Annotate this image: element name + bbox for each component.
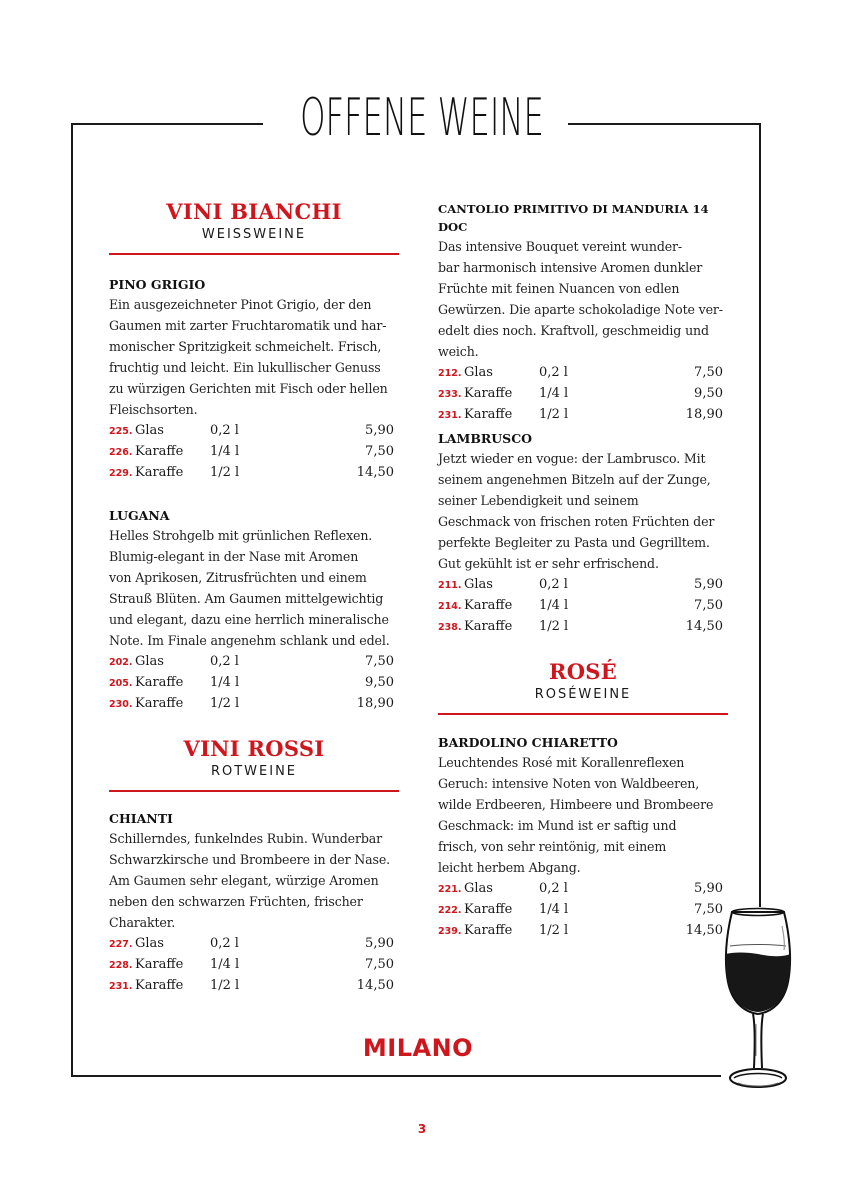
price: 9,50 [365, 675, 394, 690]
section-subtitle-bianchi: WEISSWEINE [201, 227, 307, 242]
price: 14,50 [685, 619, 723, 634]
item-number: 222. [438, 905, 462, 916]
serving-type: Glas [135, 423, 164, 438]
price-row [438, 920, 728, 941]
wine-item-lambrusco [438, 430, 728, 637]
serving-type: Karaffe [135, 978, 184, 993]
serving-type: Karaffe [464, 902, 513, 917]
wine-item-bardolino [438, 734, 728, 941]
serving-volume: 1/2 l [539, 407, 569, 422]
section-title-bianchi: VINI BIANCHI [166, 199, 342, 224]
wine-description: Helles Strohgelb mit grünlichen Reflexen. Blumig-elegant in der Nase mit Aromen von Aprikosen, Zitrusfrüchten und einem Strauß Blüten. Am Gaumen mittelgewichtig und elegant, dazu eine herrlich mineralische Note. Im Finale angenehm schlank und edel. [109, 528, 390, 648]
serving-type: Glas [464, 365, 493, 380]
price: 14,50 [356, 465, 394, 480]
serving-volume: 1/2 l [539, 619, 569, 634]
price: 18,90 [356, 696, 394, 711]
section-rule [109, 790, 399, 792]
price: 7,50 [365, 444, 394, 459]
item-number: 229. [109, 468, 133, 479]
wine-item-lugana [109, 507, 399, 714]
item-number: 202. [109, 657, 133, 668]
serving-type: Karaffe [135, 675, 184, 690]
item-number: 205. [109, 678, 133, 689]
item-number: 239. [438, 926, 462, 937]
frame-left [71, 123, 73, 1076]
serving-volume: 1/4 l [210, 444, 240, 459]
serving-type: Glas [135, 654, 164, 669]
wine-description: Das intensive Bouquet vereint wunder- bar harmonisch intensive Aromen dunkler Früchte mit feinen Nuancen von edlen Gewürzen. Die aparte schokoladige Note ver- edelt dies noch. Kraftvoll, geschmeidig und weich. [438, 239, 723, 359]
item-number: 225. [109, 426, 133, 437]
price-row [438, 616, 728, 637]
serving-volume: 0,2 l [539, 577, 568, 592]
page-number: 3 [417, 1122, 427, 1136]
price-row [109, 420, 399, 441]
price-row [438, 404, 728, 425]
item-number: 212. [438, 368, 462, 379]
serving-volume: 1/4 l [539, 902, 569, 917]
serving-volume: 0,2 l [210, 423, 239, 438]
price: 7,50 [365, 957, 394, 972]
wine-name: CANTOLIO PRIMITIVO DI MANDURIA 14 DOC [438, 202, 709, 234]
price: 5,90 [365, 936, 394, 951]
serving-type: Karaffe [464, 619, 513, 634]
price-row [109, 441, 399, 462]
serving-type: Karaffe [135, 957, 184, 972]
price-row [109, 954, 399, 975]
item-number: 233. [438, 389, 462, 400]
left-column [109, 200, 399, 1000]
wine-name: LAMBRUSCO [438, 431, 533, 446]
item-number: 211. [438, 580, 462, 591]
page-title: OFFENE WEINE [300, 88, 544, 148]
wine-item-chianti [109, 810, 399, 996]
price-row [109, 933, 399, 954]
serving-type: Glas [464, 881, 493, 896]
wine-name: LUGANA [109, 508, 170, 523]
serving-type: Karaffe [135, 696, 184, 711]
section-title-rose: ROSÉ [548, 659, 618, 684]
section-title-rossi: VINI ROSSI [183, 736, 325, 761]
item-number: 226. [109, 447, 133, 458]
serving-type: Glas [464, 577, 493, 592]
right-column [438, 200, 728, 960]
serving-volume: 1/2 l [210, 465, 240, 480]
serving-volume: 1/2 l [539, 923, 569, 938]
serving-volume: 1/2 l [210, 696, 240, 711]
section-rule [438, 713, 728, 715]
wine-item-primitivo [438, 200, 728, 425]
price: 7,50 [694, 902, 723, 917]
wine-description: Jetzt wieder en vogue: der Lambrusco. Mit seinem angenehmen Bitzeln auf der Zunge, seiner Lebendigkeit und seinem Geschmack von frischen roten Früchten der perfekte Begleiter zu Pasta und Gegrilltem. Gut gekühlt ist er sehr erfrischend. [438, 451, 715, 571]
wine-description: Schillerndes, funkelndes Rubin. Wunderbar Schwarzkirsche und Brombeere in der Nase. Am Gaumen sehr elegant, würzige Aromen neben den schwarzen Früchten, frischer Charakter. [109, 831, 391, 930]
item-number: 221. [438, 884, 462, 895]
price-row [438, 899, 728, 920]
item-number: 228. [109, 960, 133, 971]
price-row [438, 574, 728, 595]
serving-type: Karaffe [135, 465, 184, 480]
serving-volume: 1/4 l [210, 675, 240, 690]
serving-volume: 0,2 l [539, 365, 568, 380]
price: 7,50 [694, 598, 723, 613]
section-header-rossi [109, 737, 399, 792]
wine-name: CHIANTI [109, 811, 173, 826]
price: 14,50 [685, 923, 723, 938]
price: 9,50 [694, 386, 723, 401]
serving-volume: 1/4 l [210, 957, 240, 972]
serving-volume: 0,2 l [210, 936, 239, 951]
wine-name: BARDOLINO CHIARETTO [438, 735, 618, 750]
section-header-rose [438, 660, 728, 715]
section-subtitle-rose: ROSÉWEINE [534, 687, 632, 702]
price: 18,90 [685, 407, 723, 422]
item-number: 230. [109, 699, 133, 710]
item-number: 231. [438, 410, 462, 421]
price-row [438, 383, 728, 404]
serving-volume: 0,2 l [210, 654, 239, 669]
milano-logo: MILANO [362, 1034, 474, 1062]
serving-volume: 0,2 l [539, 881, 568, 896]
serving-volume: 1/4 l [539, 598, 569, 613]
price-row [109, 975, 399, 996]
section-subtitle-rossi: ROTWEINE [210, 764, 298, 779]
serving-type: Glas [135, 936, 164, 951]
item-number: 238. [438, 622, 462, 633]
price-row [109, 672, 399, 693]
price-row [109, 651, 399, 672]
serving-type: Karaffe [464, 923, 513, 938]
price-row [109, 693, 399, 714]
price: 7,50 [694, 365, 723, 380]
serving-type: Karaffe [464, 407, 513, 422]
section-rule [109, 253, 399, 255]
wine-glass-icon [720, 906, 796, 1096]
price-row [438, 362, 728, 383]
frame-right [759, 123, 761, 907]
item-number: 227. [109, 939, 133, 950]
item-number: 214. [438, 601, 462, 612]
price: 14,50 [356, 978, 394, 993]
price: 7,50 [365, 654, 394, 669]
serving-volume: 1/4 l [539, 386, 569, 401]
serving-type: Karaffe [464, 598, 513, 613]
wine-description: Leuchtendes Rosé mit Korallenreflexen Geruch: intensive Noten von Waldbeeren, wilde Erdbeeren, Himbeere und Brombeere Geschmack: im Mund ist er saftig und frisch, von sehr reintönig, mit einem leicht herbem Abgang. [438, 755, 714, 875]
price: 5,90 [694, 881, 723, 896]
price: 5,90 [694, 577, 723, 592]
price-row [438, 878, 728, 899]
price-row [109, 462, 399, 483]
price: 5,90 [365, 423, 394, 438]
serving-type: Karaffe [464, 386, 513, 401]
frame-bottom [71, 1075, 721, 1077]
serving-type: Karaffe [135, 444, 184, 459]
serving-volume: 1/2 l [210, 978, 240, 993]
wine-item-pino-grigio [109, 276, 399, 483]
item-number: 231. [109, 981, 133, 992]
wine-name: PINO GRIGIO [109, 277, 206, 292]
wine-description: Ein ausgezeichneter Pinot Grigio, der den Gaumen mit zarter Fruchtaromatik und har- monischer Spritzigkeit schmeichelt. Frisch, fruchtig und leicht. Ein lukullischer Genuss zu würzigen Gerichten mit Fisch oder hellen Fleischsorten. [109, 297, 388, 417]
price-row [438, 595, 728, 616]
